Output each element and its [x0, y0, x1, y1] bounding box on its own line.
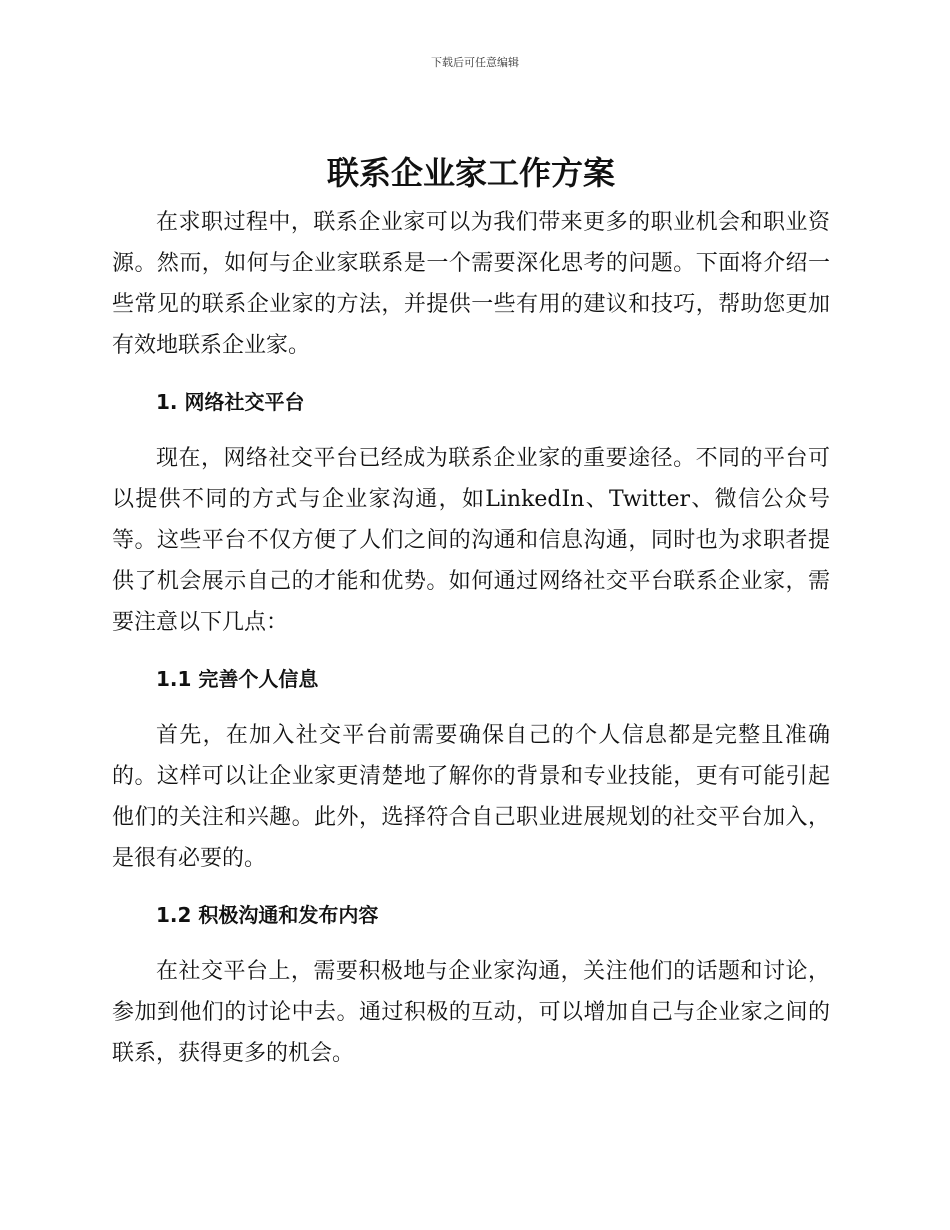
section-heading-active-communication: 1.2 积极沟通和发布内容	[156, 903, 379, 927]
document-title: 联系企业家工作方案	[326, 154, 615, 192]
section-paragraph-active-communication: 在社交平台上，需要积极地与企业家沟通，关注他们的话题和讨论，参加到他们的讨论中去。通过积极的互动，可以增加自己与企业家之间的联系，获得更多的机会。	[112, 959, 830, 1066]
document-body	[112, 148, 830, 1074]
section-heading-network-platforms: 1. 网络社交平台	[156, 390, 305, 414]
intro-paragraph: 在求职过程中，联系企业家可以为我们带来更多的职业机会和职业资源。然而，如何与企业家联系是一个需要深化思考的问题。下面将介绍一些常见的联系企业家的方法，并提供一些有用的建议和技巧，帮助您更加有效地联系企业家。	[112, 210, 830, 358]
header-note: 下载后可任意编辑	[431, 56, 519, 69]
section-paragraph-personal-info: 首先，在加入社交平台前需要确保自己的个人信息都是完整且准确的。这样可以让企业家更清楚地了解你的背景和专业技能，更有可能引起他们的关注和兴趣。此外，选择符合自己职业进展规划的社交平台加入，是很有必要的。	[112, 723, 830, 871]
section-heading-personal-info: 1.1 完善个人信息	[156, 667, 319, 691]
section-paragraph-network-platforms: 现在，网络社交平台已经成为联系企业家的重要途径。不同的平台可以提供不同的方式与企业家沟通，如LinkedIn、Twitter、微信公众号等。这些平台不仅方便了人们之间的沟通和信息沟通，同时也为求职者提供了机会展示自己的才能和优势。如何通过网络社交平台联系企业家，需要注意以下几点：	[112, 446, 830, 635]
